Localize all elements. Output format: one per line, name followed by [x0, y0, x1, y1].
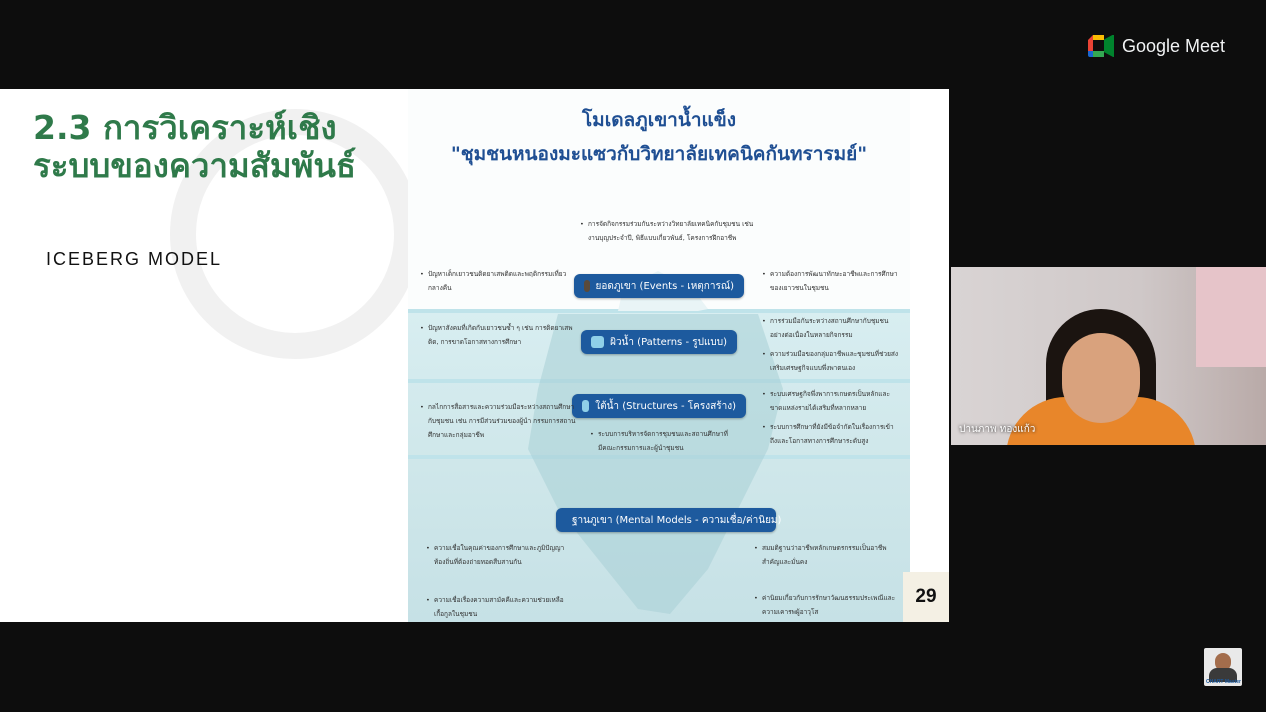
self-view-tile[interactable] [1204, 648, 1242, 686]
note-structures-center: • ระบบการบริหารจัดการชุมชนและสถานศึกษาที่มีคณะกรรมการและผู้นำชุมชน [598, 427, 728, 455]
presentation-slide [0, 89, 949, 622]
slide-title: 2.3 การวิเคราะห์เชิงระบบของความสัมพันธ์ [33, 108, 357, 185]
level-label: ใต้น้ำ (Structures - โครงสร้าง) [595, 400, 736, 412]
level-label: ผิวน้ำ (Patterns - รูปแบบ) [610, 336, 727, 348]
note-mental-right-1: • สมมติฐานว่าอาชีพหลักเกษตรกรรมเป็นอาชีพสำคัญและมั่นคง [762, 541, 902, 569]
video-background-object [1196, 267, 1266, 367]
iceberg-infographic [408, 89, 910, 622]
note-structures-right-2: • ระบบการศึกษาที่ยังมีข้อจำกัดในเรื่องการเข้าถึงและโอกาสทางการศึกษาระดับสูง [770, 420, 900, 448]
note-mental-left-1: • ความเชื่อในคุณค่าของการศึกษาและภูมิปัญญาท้องถิ่นที่ต้องถ่ายทอดสืบสานกัน [434, 541, 574, 569]
google-meet-logo-icon [1088, 35, 1114, 57]
participant-face [1062, 333, 1140, 423]
note-patterns-right-1: • การร่วมมือกันระหว่างสถานศึกษากับชุมชนอย่างต่อเนื่องในหลายกิจกรรม [770, 314, 900, 342]
level-label: ยอดภูเขา (Events - เหตุการณ์) [595, 280, 734, 292]
level-events [574, 274, 744, 298]
self-view-logo: CHART Master [1205, 679, 1241, 685]
level-patterns [581, 330, 737, 354]
slide-page-number: 29 [903, 572, 949, 622]
note-patterns-left: • ปัญหาสังคมที่เกิดกับเยาวชนซ้ำ ๆ เช่น การติดยาเสพติด, การขาดโอกาสทางการศึกษา [428, 321, 578, 349]
wave-icon [582, 400, 589, 412]
participant-name: ปานภาพ ทองแก้ว [959, 424, 1036, 435]
google-meet-wordmark: Google Meet [1122, 35, 1226, 56]
level-mental-models [556, 508, 782, 532]
note-events-left: • ปัญหาเด็กเยาวชนติดยาเสพติดและพฤติกรรมเที่ยวกลางคืน [428, 267, 578, 295]
wave-icon [591, 336, 604, 348]
note-patterns-right-2: • ความร่วมมือของกลุ่มอาชีพและชุมชนที่ช่วยส่งเสริมเศรษฐกิจแบบพึ่งพาตนเอง [770, 347, 900, 375]
note-events-right: • ความต้องการพัฒนาทักษะอาชีพและการศึกษาของเยาวชนในชุมชน [770, 267, 900, 295]
infographic-subtitle: "ชุมชนหนองมะแซวกับวิทยาลัยเทคนิคกันทรารมย์" [450, 143, 868, 165]
google-meet-brand [1088, 33, 1225, 59]
infographic-title: โมเดลภูเขาน้ำแข็ง [581, 109, 737, 131]
slide-subtitle: ICEBERG MODEL [46, 249, 223, 269]
participant-video-tile[interactable] [951, 267, 1266, 445]
note-mental-left-2: • ความเชื่อเรื่องความสามัคคีและความช่วยเหลือเกื้อกูลในชุมชน [434, 593, 574, 621]
note-structures-right-1: • ระบบเศรษฐกิจพึ่งพาการเกษตรเป็นหลักและขาดแหล่งรายได้เสริมที่หลากหลาย [770, 387, 900, 415]
note-mental-right-2: • ค่านิยมเกี่ยวกับการรักษาวัฒนธรรมประเพณีและความเคารพผู้อาวุโส [762, 591, 902, 619]
mountain-icon [584, 280, 590, 292]
level-label: ฐานภูเขา (Mental Models - ความเชื่อ/ค่านิยม) [572, 514, 782, 526]
level-structures [572, 394, 746, 418]
note-structures-left: • กลไกการสื่อสารและความร่วมมือระหว่างสถานศึกษากับชุมชน เช่น การมีส่วนร่วมของผู้นำ กรรมการสถานศึกษาและกลุ่มอาชีพ [428, 400, 578, 442]
note-top: • การจัดกิจกรรมร่วมกันระหว่างวิทยาลัยเทคนิคกับชุมชน เช่น งานบุญประจำปี, พิธีแบบเกี่ยวพันธ์, โครงการฝึกอาชีพ [588, 217, 758, 245]
